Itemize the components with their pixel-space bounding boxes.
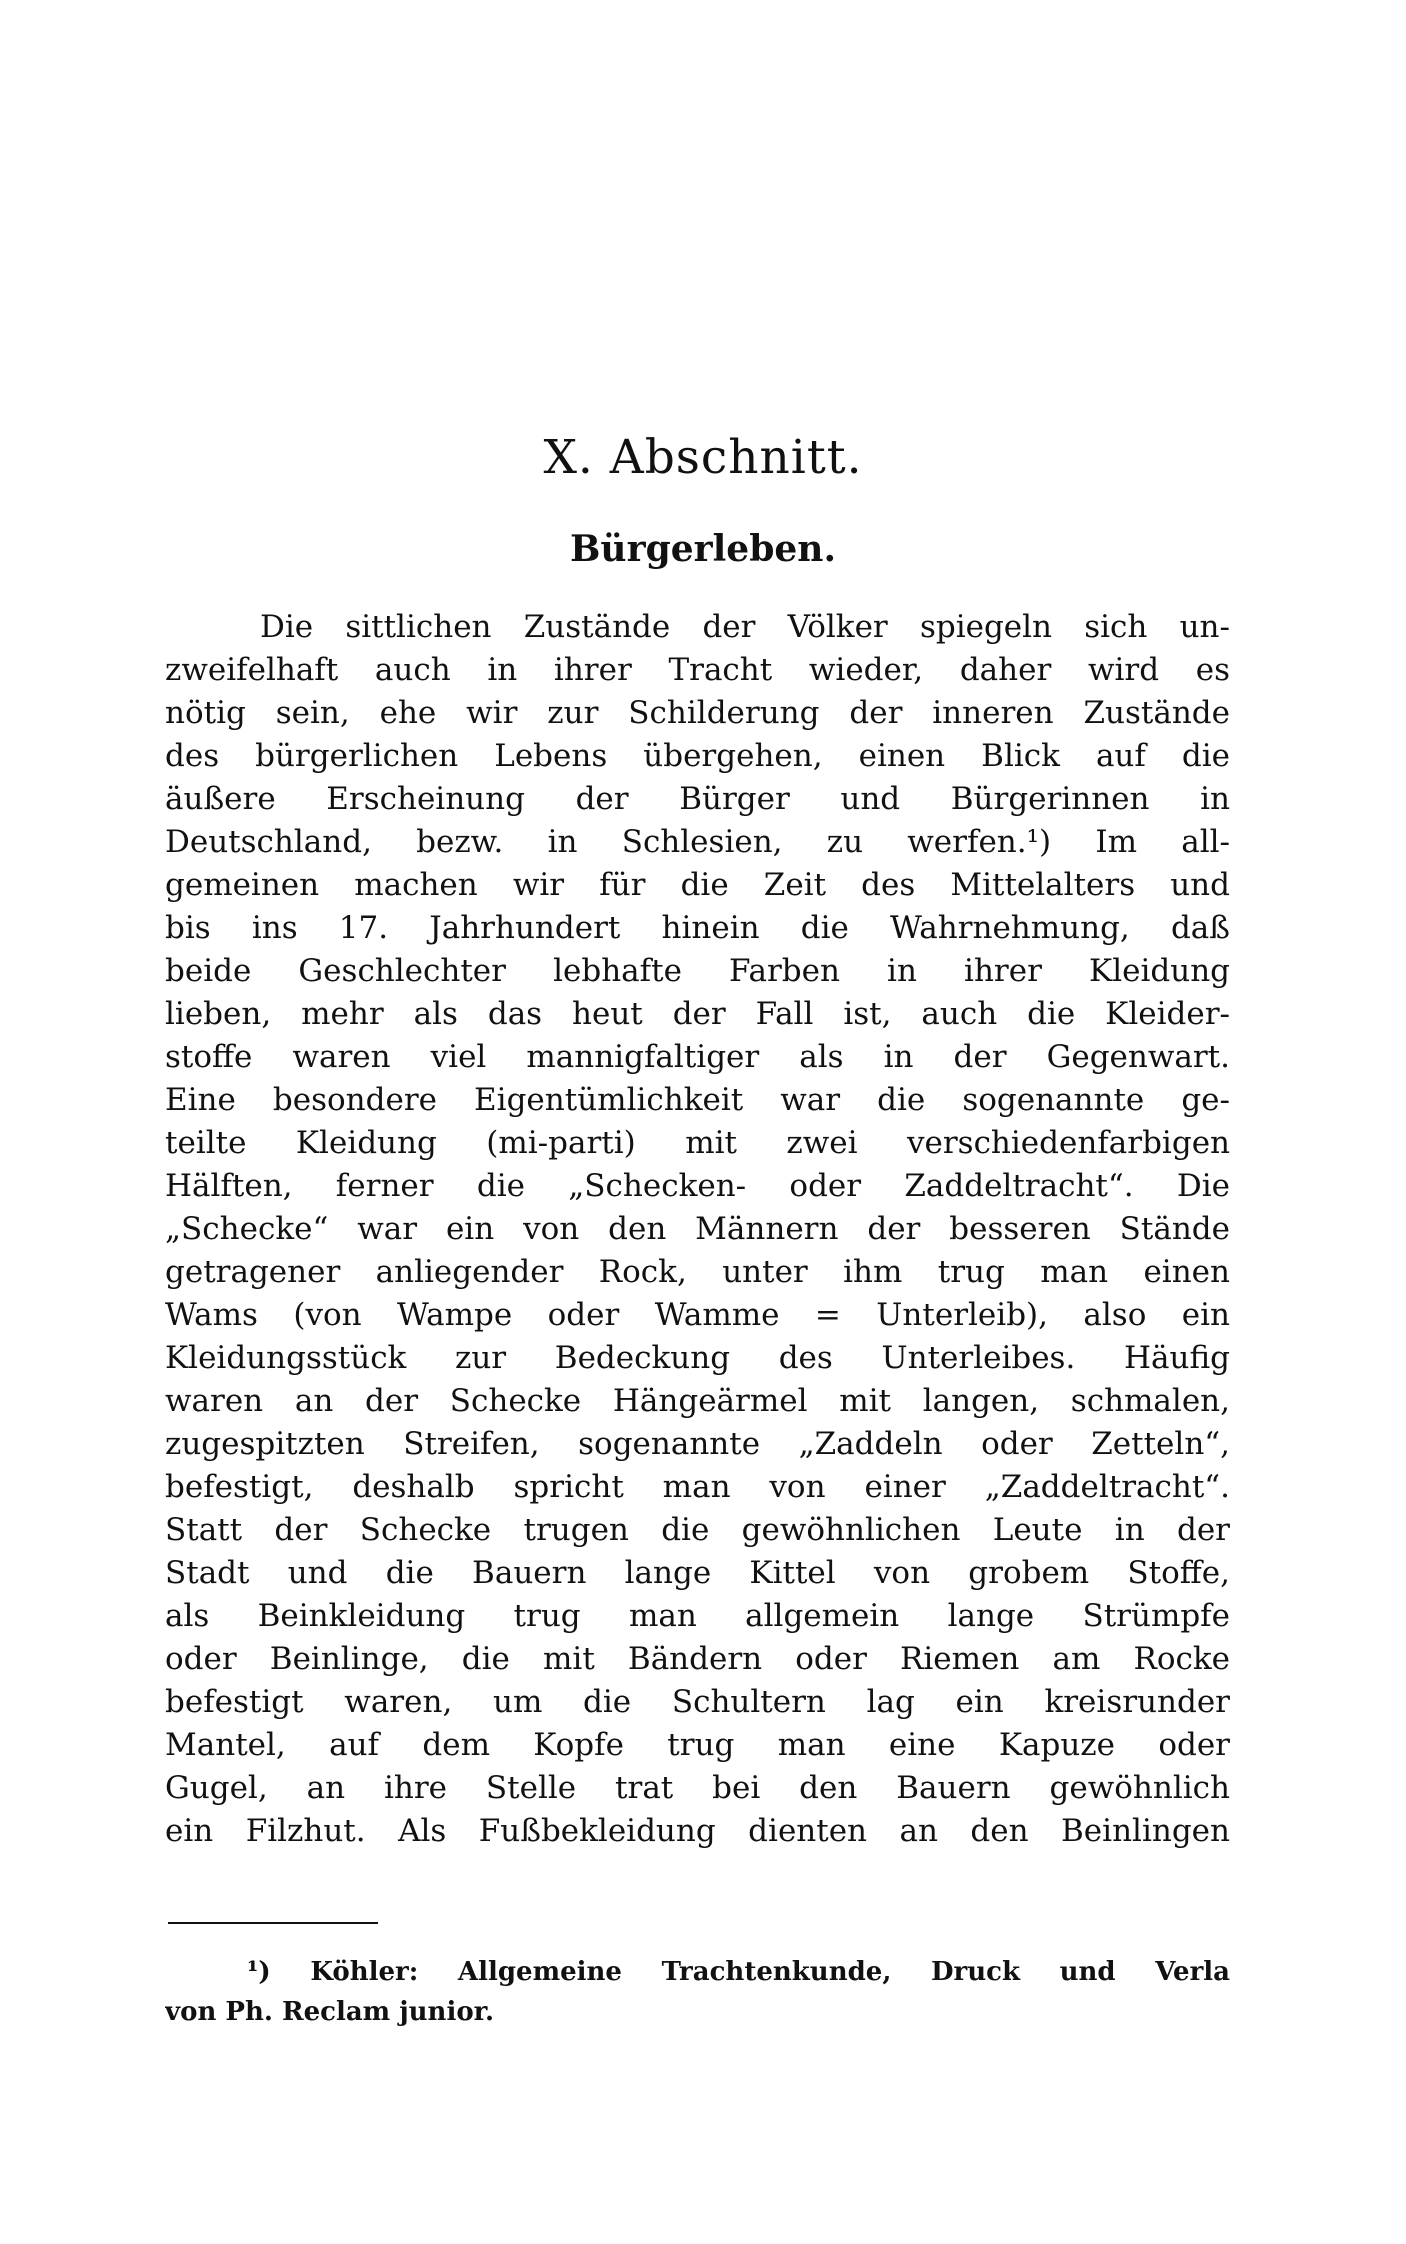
section-title: Bürgerleben. [570, 528, 836, 570]
text-line: Statt der Schecke trugen die gewöhnlichen Leute in der [165, 1512, 1230, 1548]
text-line: Deutschland, bezw. in Schlesien, zu werfen.¹) Im all- [165, 824, 1230, 860]
text-line: beide Geschlechter lebhafte Farben in ihrer Kleidung [165, 953, 1230, 989]
text-line: befestigt waren, um die Schultern lag ein kreisrunder [165, 1684, 1230, 1720]
text-line: waren an der Schecke Hängeärmel mit langen, schmalen, [165, 1383, 1230, 1419]
text-line: getragener anliegender Rock, unter ihm trug man einen [165, 1254, 1230, 1290]
text-line: Mantel, auf dem Kopfe trug man eine Kapuze oder [165, 1727, 1230, 1763]
text-line: teilte Kleidung (mi-parti) mit zwei verschiedenfarbigen [165, 1125, 1230, 1161]
text-line: Gugel, an ihre Stelle trat bei den Bauern gewöhnlich [165, 1770, 1230, 1806]
text-line: bis ins 17. Jahrhundert hinein die Wahrnehmung, daß [165, 910, 1230, 946]
text-line: gemeinen machen wir für die Zeit des Mittelalters und [165, 867, 1230, 903]
text-line: ein Filzhut. Als Fußbekleidung dienten an den Beinlingen [165, 1813, 1230, 1849]
text-line: befestigt, deshalb spricht man von einer „Zaddeltracht“. [165, 1469, 1230, 1505]
text-line: oder Beinlinge, die mit Bändern oder Riemen am Rocke [165, 1641, 1230, 1677]
text-line: „Schecke“ war ein von den Männern der besseren Stände [165, 1211, 1230, 1247]
footnote-line: von Ph. Reclam junior. [165, 1997, 495, 2027]
text-line: als Beinkleidung trug man allgemein lange Strümpfe [165, 1598, 1230, 1634]
text-line: zweifelhaft auch in ihrer Tracht wieder, daher wird es [165, 652, 1230, 688]
text-line: äußere Erscheinung der Bürger und Bürgerinnen in [165, 781, 1230, 817]
text-line: des bürgerlichen Lebens übergehen, einen Blick auf die [165, 738, 1230, 774]
footnote-line: ¹) Köhler: Allgemeine Trachtenkunde, Druck und Verla [247, 1957, 1230, 1987]
text-line: Die sittlichen Zustände der Völker spiegeln sich un- [260, 609, 1230, 645]
body-text [165, 606, 1230, 1853]
text-line: Hälften, ferner die „Schecken- oder Zaddeltracht“. Die [165, 1168, 1230, 1204]
text-line: Kleidungsstück zur Bedeckung des Unterleibes. Häufig [165, 1340, 1230, 1376]
footnote [165, 1952, 1230, 2032]
chapter-title: X. Abschnitt. [543, 430, 863, 485]
text-line: Eine besondere Eigentümlichkeit war die sogenannte ge- [165, 1082, 1230, 1118]
text-line: zugespitzten Streifen, sogenannte „Zaddeln oder Zetteln“, [165, 1426, 1230, 1462]
text-line: Wams (von Wampe oder Wamme = Unterleib), also ein [165, 1297, 1230, 1333]
text-line: Stadt und die Bauern lange Kittel von grobem Stoffe, [165, 1555, 1230, 1591]
text-line: nötig sein, ehe wir zur Schilderung der inneren Zustände [165, 695, 1230, 731]
footnote-divider [168, 1922, 378, 1924]
text-line: stoffe waren viel mannigfaltiger als in der Gegenwart. [165, 1039, 1230, 1075]
text-line: lieben, mehr als das heut der Fall ist, auch die Kleider- [165, 996, 1230, 1032]
